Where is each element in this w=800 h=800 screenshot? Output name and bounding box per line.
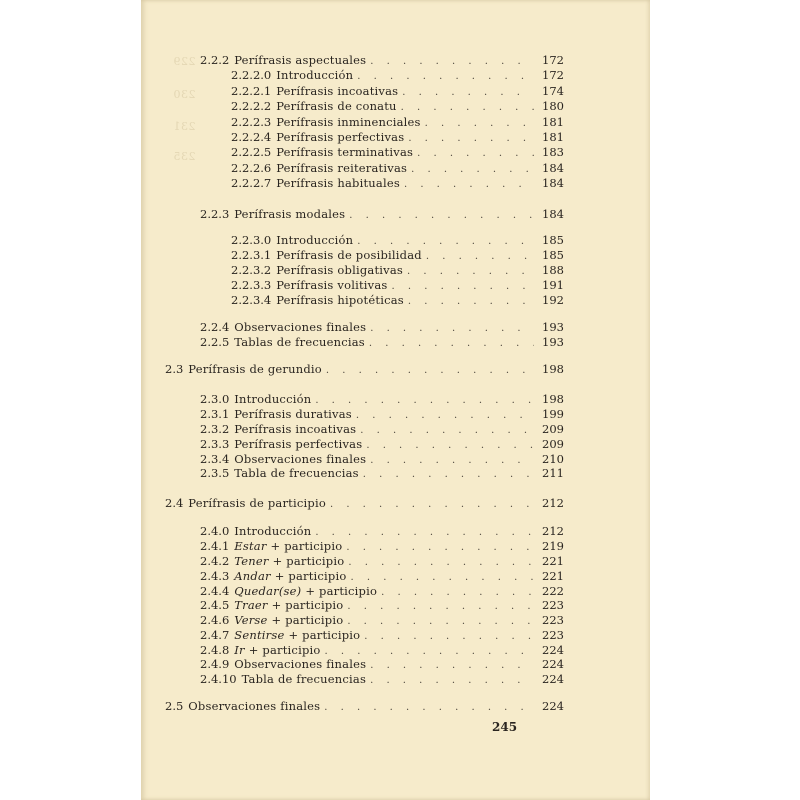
dot-leader: [370, 658, 534, 673]
section-number: 2.4.2: [200, 554, 230, 568]
section-title: [234, 539, 342, 554]
dot-leader: [347, 599, 534, 614]
section-title-rest: + participio: [271, 598, 344, 612]
dot-leader: [411, 162, 534, 177]
section-number: 2.4.8: [200, 643, 230, 657]
section-number: 2.2.2.6: [231, 161, 272, 175]
toc-entry: [200, 598, 564, 613]
section-number: 2.2.2.1: [231, 84, 272, 98]
section-number: 2.4.5: [200, 598, 230, 612]
dot-leader: [347, 614, 534, 629]
section-number: 2.4: [165, 496, 184, 510]
section-title: Perífrasis inminenciales: [276, 115, 421, 129]
section-title: [234, 613, 343, 628]
section-number: 2.2.2.5: [231, 145, 272, 159]
dot-leader: [356, 408, 534, 423]
page-ref: 185: [542, 248, 564, 262]
toc-entry: [200, 207, 564, 222]
page-ref: 191: [542, 278, 564, 292]
toc-entry: [200, 539, 564, 554]
section-title-rest: + participio: [305, 584, 378, 598]
section-title: Observaciones finales: [234, 657, 367, 671]
toc-entry: [200, 628, 564, 643]
section-title: [234, 554, 344, 569]
section-number: 2.2.3: [200, 207, 230, 221]
page-ref: 172: [542, 68, 564, 82]
toc-entry: [165, 362, 564, 377]
page-ref: 224: [542, 699, 564, 713]
page-ref: 222: [542, 584, 564, 598]
section-number: 2.3.0: [200, 392, 230, 406]
toc-entry: [200, 554, 564, 569]
toc-entry: [200, 569, 564, 584]
toc-entry: [231, 233, 564, 248]
toc-entry: [165, 699, 564, 714]
dot-leader: [426, 249, 534, 264]
toc-entry: [200, 422, 564, 437]
toc-entry: [200, 452, 564, 467]
page-ref: 188: [542, 263, 564, 277]
section-title: Perífrasis perfectivas: [234, 437, 363, 451]
section-number: 2.2.3.4: [231, 293, 272, 307]
toc-entry: [231, 68, 564, 83]
page-ref: 184: [542, 161, 564, 175]
dot-leader: [357, 234, 534, 249]
page-ref: 224: [542, 672, 564, 686]
dot-leader: [392, 279, 534, 294]
page-ref: 198: [542, 392, 564, 406]
section-title: Perífrasis obligativas: [276, 263, 403, 277]
toc-entry: [200, 392, 564, 407]
dot-leader: [401, 100, 534, 115]
section-title: Perífrasis perfectivas: [276, 130, 405, 144]
page-ref: 198: [542, 362, 564, 376]
dot-leader: [369, 336, 534, 351]
toc-entry: [231, 84, 564, 99]
section-number: 2.2.5: [200, 335, 230, 349]
page-ref: 221: [542, 569, 564, 583]
toc-entry: [231, 145, 564, 160]
section-title: [234, 569, 346, 584]
page-ref: 224: [542, 657, 564, 671]
section-title-rest: + participio: [271, 613, 344, 627]
page-ref: 181: [542, 115, 564, 129]
dot-leader: [366, 438, 534, 453]
dot-leader: [346, 540, 534, 555]
page-ref: 183: [542, 145, 564, 159]
page-ref: 212: [542, 524, 564, 538]
section-number: 2.2.2.0: [231, 68, 272, 82]
section-number: 2.2.2: [200, 53, 230, 67]
dot-leader: [349, 208, 534, 223]
dot-leader: [326, 363, 534, 378]
section-title: Introducción: [276, 68, 354, 82]
toc-entry: [200, 466, 564, 481]
dot-leader: [348, 555, 534, 570]
section-number: 2.4.4: [200, 584, 230, 598]
dot-leader: [363, 467, 534, 482]
section-number: 2.2.3.2: [231, 263, 272, 277]
section-number: 2.4.0: [200, 524, 230, 538]
dot-leader: [357, 69, 534, 84]
section-number: 2.2.2.7: [231, 176, 272, 190]
section-title: Observaciones finales: [188, 699, 321, 713]
dot-leader: [330, 497, 534, 512]
section-title: Perífrasis incoativas: [276, 84, 399, 98]
verb-italic: Ir: [234, 643, 245, 657]
section-title: Perífrasis durativas: [234, 407, 352, 421]
verb-italic: Verse: [234, 613, 268, 627]
section-title: Perífrasis de conatu: [276, 99, 397, 113]
dot-leader: [324, 700, 534, 715]
toc-entry: [231, 161, 564, 176]
verb-italic: Andar: [234, 569, 271, 583]
dot-leader: [360, 423, 534, 438]
section-title: Perífrasis aspectuales: [234, 53, 367, 67]
book-page: [141, 0, 650, 800]
page-ref: 210: [542, 452, 564, 466]
dot-leader: [364, 629, 534, 644]
page-ref: 209: [542, 422, 564, 436]
section-title: [234, 628, 360, 643]
section-title: Perífrasis hipotéticas: [276, 293, 404, 307]
section-number: 2.3: [165, 362, 184, 376]
section-number: 2.2.3.1: [231, 248, 272, 262]
toc-entry: [231, 130, 564, 145]
section-number: 2.4.9: [200, 657, 230, 671]
dot-leader: [370, 673, 534, 688]
toc-entry: [200, 657, 564, 672]
page-ref: 184: [542, 176, 564, 190]
toc-entry: [200, 320, 564, 335]
section-title: Perífrasis habituales: [276, 176, 400, 190]
toc-entry: [231, 293, 564, 308]
toc-entry: [200, 643, 564, 658]
page-ref: 192: [542, 293, 564, 307]
dot-leader: [315, 525, 534, 540]
section-title: [234, 584, 377, 599]
section-number: 2.3.5: [200, 466, 230, 480]
dot-leader: [315, 393, 534, 408]
section-number: 2.4.3: [200, 569, 230, 583]
section-number: 2.3.3: [200, 437, 230, 451]
section-title: Tabla de frecuencias: [241, 672, 367, 686]
page-ref: 219: [542, 539, 564, 553]
dot-leader: [370, 54, 534, 69]
toc-entry: [231, 263, 564, 278]
section-title: Perífrasis modales: [234, 207, 346, 221]
dot-leader: [370, 321, 534, 336]
page-ref: 224: [542, 643, 564, 657]
page-ref: 221: [542, 554, 564, 568]
dot-leader: [407, 264, 534, 279]
section-title: Perífrasis reiterativas: [276, 161, 408, 175]
page-ref: 185: [542, 233, 564, 247]
verb-italic: Quedar(se): [234, 584, 302, 598]
toc-entry: [200, 437, 564, 452]
section-number: 2.2.2.3: [231, 115, 272, 129]
bleed-through-text: 229: [173, 55, 196, 68]
section-number: 2.2.3.3: [231, 278, 272, 292]
toc-entry: [200, 613, 564, 628]
dot-leader: [417, 146, 534, 161]
dot-leader: [402, 85, 534, 100]
section-title: Perífrasis de posibilidad: [276, 248, 422, 262]
dot-leader: [425, 116, 534, 131]
section-title-rest: + participio: [248, 643, 321, 657]
section-title: Perífrasis de participio: [188, 496, 326, 510]
bleed-through-text: 231: [173, 120, 196, 133]
section-title: Tabla de frecuencias: [234, 466, 359, 480]
bleed-through-text: 230: [173, 88, 196, 101]
toc-entry: [200, 53, 564, 68]
page-ref: 181: [542, 130, 564, 144]
toc-entry: [165, 496, 564, 511]
toc-entry: [231, 115, 564, 130]
section-number: 2.3.4: [200, 452, 230, 466]
section-title: Introducción: [234, 524, 312, 538]
toc-entry: [200, 407, 564, 422]
section-title-rest: + participio: [272, 554, 345, 568]
section-title: [234, 643, 320, 658]
section-number: 2.2.2.4: [231, 130, 272, 144]
dot-leader: [408, 131, 534, 146]
page-ref: 184: [542, 207, 564, 221]
section-number: 2.2.4: [200, 320, 230, 334]
toc-entry: [200, 584, 564, 599]
section-title: Perífrasis volitivas: [276, 278, 388, 292]
toc-entry: [231, 248, 564, 263]
section-number: 2.2.3.0: [231, 233, 272, 247]
section-title-rest: + participio: [288, 628, 361, 642]
dot-leader: [404, 177, 534, 192]
page-ref: 223: [542, 598, 564, 612]
page-ref: 212: [542, 496, 564, 510]
section-title: [234, 598, 343, 613]
section-title: Introducción: [234, 392, 312, 406]
section-title: Perífrasis incoativas: [234, 422, 357, 436]
section-number: 2.4.1: [200, 539, 230, 553]
section-title-rest: + participio: [270, 539, 343, 553]
dot-leader: [351, 570, 535, 585]
section-title: Perífrasis de gerundio: [188, 362, 322, 376]
toc-entry: [200, 524, 564, 539]
section-title: Perífrasis terminativas: [276, 145, 414, 159]
section-number: 2.4.6: [200, 613, 230, 627]
section-title: Observaciones finales: [234, 452, 367, 466]
verb-italic: Tener: [234, 554, 269, 568]
section-title: Tablas de frecuencias: [234, 335, 365, 349]
page-ref: 223: [542, 613, 564, 627]
section-number: 2.2.2.2: [231, 99, 272, 113]
page-ref: 211: [542, 466, 564, 480]
toc-entry: [200, 672, 564, 687]
verb-italic: Estar: [234, 539, 267, 553]
section-number: 2.3.2: [200, 422, 230, 436]
page-ref: 209: [542, 437, 564, 451]
page-ref: 174: [542, 84, 564, 98]
section-number: 2.4.10: [200, 672, 237, 686]
page-number: 245: [492, 720, 518, 734]
toc-entry: [200, 335, 564, 350]
section-title: Introducción: [276, 233, 354, 247]
page-ref: 193: [542, 320, 564, 334]
bleed-through-text: 235: [173, 150, 196, 163]
toc-entry: [231, 176, 564, 191]
section-number: 2.5: [165, 699, 184, 713]
page-ref: 172: [542, 53, 564, 67]
page-ref: 199: [542, 407, 564, 421]
page-ref: 180: [542, 99, 564, 113]
dot-leader: [408, 294, 534, 309]
section-number: 2.3.1: [200, 407, 230, 421]
section-title: Observaciones finales: [234, 320, 367, 334]
page-ref: 193: [542, 335, 564, 349]
toc-entry: [231, 99, 564, 114]
page-ref: 223: [542, 628, 564, 642]
section-title-rest: + participio: [274, 569, 347, 583]
section-number: 2.4.7: [200, 628, 230, 642]
verb-italic: Traer: [234, 598, 268, 612]
toc-entry: [231, 278, 564, 293]
verb-italic: Sentirse: [234, 628, 285, 642]
